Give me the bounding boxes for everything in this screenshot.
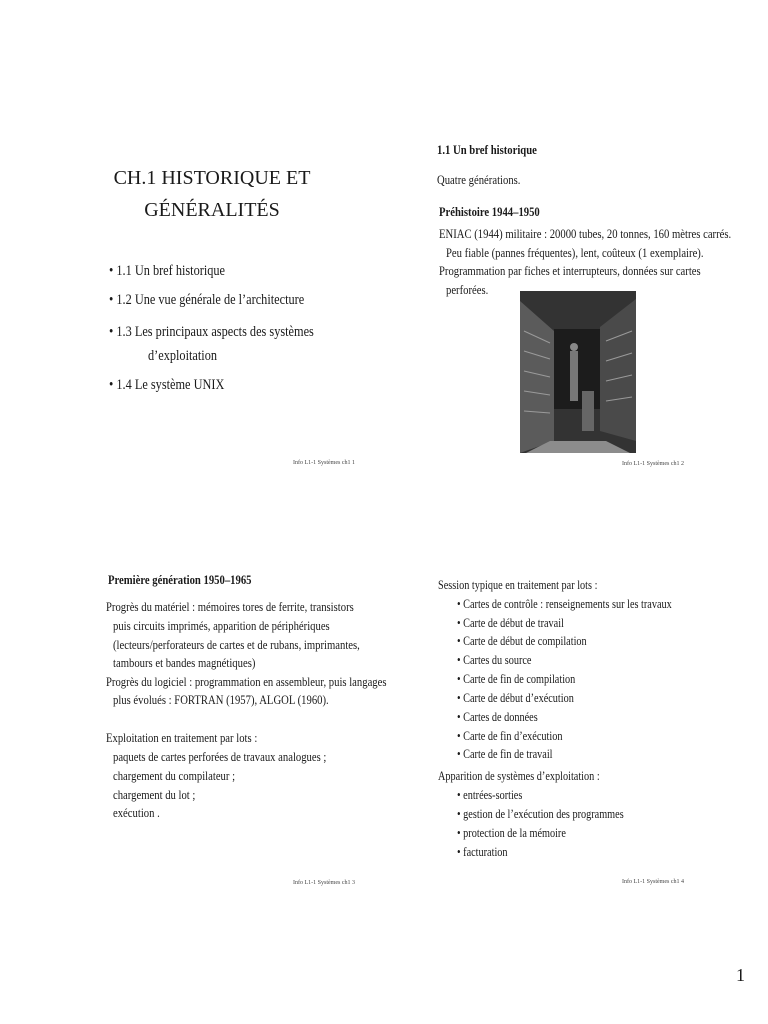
slide-3 bbox=[100, 568, 387, 898]
list-item: • Carte de début d’exécution bbox=[457, 691, 574, 705]
list-item: • Carte de fin de compilation bbox=[457, 672, 576, 686]
intro-text: Apparition de systèmes d’exploitation : bbox=[438, 769, 600, 783]
text-line: Peu fiable (pannes fréquentes), lent, coûteux (1 exemplaire). bbox=[446, 245, 704, 260]
text-line: ENIAC (1944) militaire : 20000 tubes, 20 tonnes, 160 mètres carrés. bbox=[439, 226, 732, 241]
text-line: chargement du lot ; bbox=[113, 787, 196, 802]
list-item: • Cartes du source bbox=[457, 653, 532, 667]
slide-1 bbox=[90, 140, 355, 480]
slide-footer: Info L1-1 Systèmes ch1 3 bbox=[293, 880, 355, 886]
text-line: exécution . bbox=[113, 805, 160, 820]
intro-text: Quatre générations. bbox=[437, 172, 521, 187]
text-line: paquets de cartes perforées de travaux analogues ; bbox=[113, 749, 327, 764]
slide-title-line1: CH.1 HISTORIQUE ET bbox=[113, 167, 311, 189]
bullet-item: • 1.1 Un bref historique bbox=[109, 263, 226, 279]
intro-text: Session typique en traitement par lots : bbox=[438, 578, 598, 592]
slide-title-line2: GÉNÉRALITÉS bbox=[144, 199, 280, 221]
text-line: plus évolués : FORTRAN (1957), ALGOL (1960). bbox=[113, 692, 329, 707]
eniac-photo bbox=[520, 291, 636, 453]
slide-footer: Info L1-1 Systèmes ch1 4 bbox=[622, 879, 684, 885]
text-line: tambours et bandes magnétiques) bbox=[113, 655, 256, 670]
text-line: perforées. bbox=[446, 282, 489, 297]
slide-heading: 1.1 Un bref historique bbox=[437, 142, 537, 157]
list-item: • entrées-sorties bbox=[457, 788, 523, 802]
subheading: Préhistoire 1944–1950 bbox=[439, 204, 540, 219]
list-item: • Cartes de données bbox=[457, 710, 538, 724]
list-item: • Carte de début de compilation bbox=[457, 634, 587, 648]
slide-footer: Info L1-1 Systèmes ch1 1 bbox=[293, 460, 355, 466]
bullet-item: • 1.2 Une vue générale de l’architecture bbox=[109, 292, 305, 308]
list-item: • Carte de fin de travail bbox=[457, 747, 553, 761]
text-line: Programmation par fiches et interrupteurs, données sur cartes bbox=[439, 263, 701, 278]
text-line: chargement du compilateur ; bbox=[113, 768, 236, 783]
bullet-item-continuation: d’exploitation bbox=[148, 348, 218, 364]
page-number: 1 bbox=[736, 965, 745, 985]
slide-4 bbox=[430, 575, 690, 905]
list-item: • gestion de l’exécution des programmes bbox=[457, 807, 624, 821]
list-item: • Carte de fin d’exécution bbox=[457, 729, 563, 743]
text-line: puis circuits imprimés, apparition de périphériques bbox=[113, 618, 330, 633]
text-line: Exploitation en traitement par lots : bbox=[106, 730, 258, 745]
slide-footer: Info L1-1 Systèmes ch1 2 bbox=[622, 461, 684, 467]
list-item: • protection de la mémoire bbox=[457, 826, 566, 840]
slide-2 bbox=[430, 138, 732, 478]
bullet-item: • 1.4 Le système UNIX bbox=[109, 377, 225, 393]
slide-heading: Première génération 1950–1965 bbox=[108, 572, 252, 587]
list-item: • Cartes de contrôle : renseignements sur les travaux bbox=[457, 597, 672, 611]
text-line: Progrès du matériel : mémoires tores de ferrite, transistors bbox=[106, 599, 354, 614]
list-item: • facturation bbox=[457, 845, 508, 859]
text-line: Progrès du logiciel : programmation en assembleur, puis langages bbox=[106, 674, 387, 689]
bullet-item: • 1.3 Les principaux aspects des systèmes bbox=[109, 324, 314, 340]
text-line: (lecteurs/perforateurs de cartes et de rubans, imprimantes, bbox=[113, 637, 360, 652]
list-item: • Carte de début de travail bbox=[457, 616, 564, 630]
